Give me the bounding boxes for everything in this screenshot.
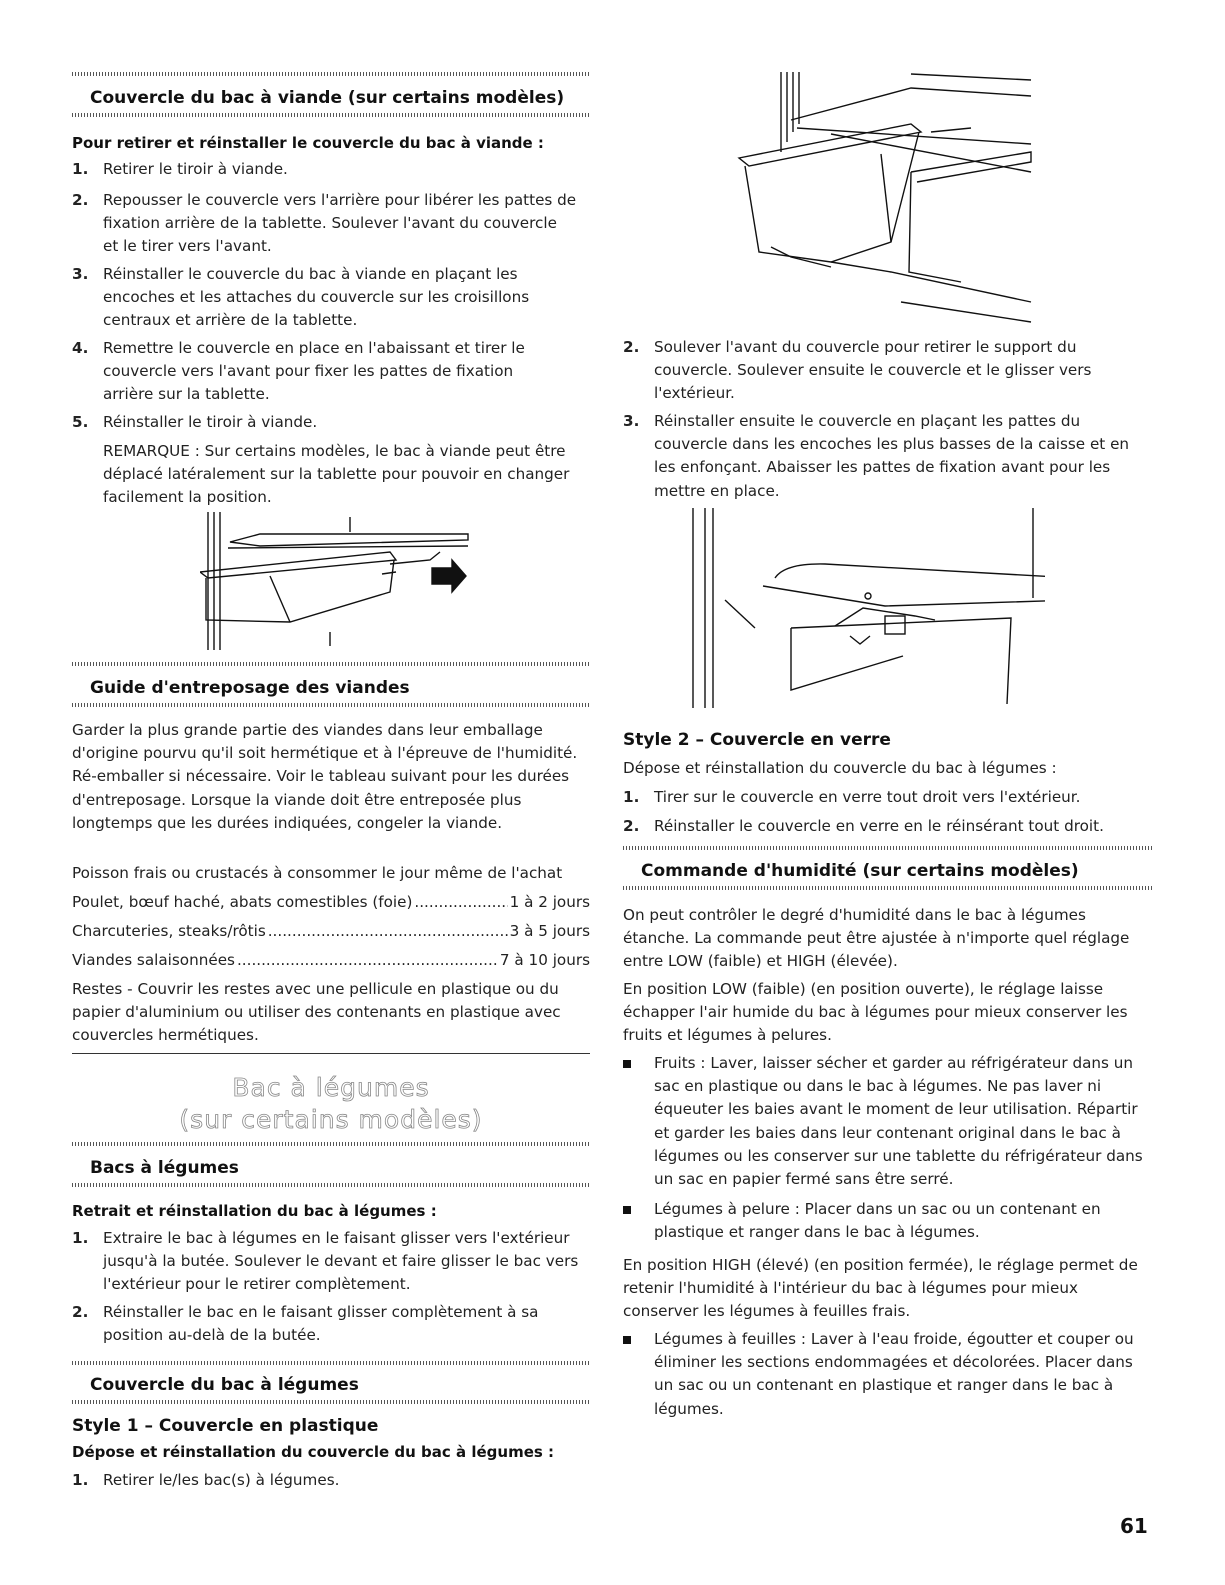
meat-cover-subheading: Pour retirer et réinstaller le couvercle du bac à viande : (72, 134, 544, 152)
table-row: Charcuteries, steaks/rôtis ..... 3 à 5 jours (72, 920, 590, 943)
humidity-paragraph: On peut contrôler le degré d'humidité dans le bac à légumes étanche. La commande peut être ajustée à n'importe quel réglage entre LOW (faible) et HIGH (élevée). (623, 906, 1130, 971)
humidity-paragraph: En position HIGH (élevé) (en position fermée), le réglage permet de retenir l'humidité à l'intérieur du bac à légumes pour mieux conserver les légumes à feuilles frais. (623, 1256, 1138, 1321)
list-item: 2. Repousser le couvercle vers l'arrière pour libérer les pattes de fixation arrière de la tablette. Soulever l'avant du couvercle et le tirer vers l'avant. (72, 191, 577, 256)
fish-note: Poisson frais ou crustacés à consommer le jour même de l'achat (72, 864, 563, 882)
style1-heading: Style 1 – Couvercle en plastique (72, 1416, 379, 1436)
table-row: Viandes salaisonnées ..... 7 à 10 jours (72, 949, 590, 972)
list-item: Légumes à feuilles : Laver à l'eau froide, égoutter et couper ou éliminer les sections endommagées et décolorées. Placer dans un sac ou un contenant en plastique et ranger dans le bac à légumes. (623, 1328, 1153, 1421)
list-item: 1. Extraire le bac à légumes en le faisant glisser vers l'extérieur jusqu'à la butée. Soulever le devant et faire glisser le bac vers l'extérieur pour le retirer complètement. (72, 1229, 579, 1294)
crisper-cover-heading: Couvercle du bac à légumes (90, 1375, 359, 1395)
meat-guide-intro: Garder la plus grande partie des viandes dans leur emballage d'origine pourvu qu'il soit hermétique et à l'épreuve de l'humidité. Ré-emballer si nécessaire. Voir le tableau suivant pour les durées d'entreposage. Lorsque la viande doit être entreposée plus longtemps que les durées indiquées, congeler la viande. (72, 721, 578, 832)
chapter-divider (72, 1053, 590, 1054)
chapter-title-line2: (sur certains modèles) (179, 1105, 483, 1134)
humidity-paragraph: En position LOW (faible) (en position ouverte), le réglage laisse échapper l'air humide du bac à légumes pour mieux conserver les fruits et légumes à pelures. (623, 980, 1128, 1045)
list-item: 1. Retirer le tiroir à viande. (72, 160, 288, 178)
list-item: 5. Réinstaller le tiroir à viande. (72, 413, 318, 431)
humidity-heading: Commande d'humidité (sur certains modèles) (641, 861, 1079, 881)
section-divider (72, 1183, 590, 1187)
list-item: 1. Tirer sur le couvercle en verre tout droit vers l'extérieur. (623, 788, 1081, 806)
meat-cover-heading: Couvercle du bac à viande (sur certains modèles) (90, 88, 565, 108)
table-row: Poulet, bœuf haché, abats comestibles (foie) ..... 1 à 2 jours (72, 891, 590, 914)
meat-guide-heading: Guide d'entreposage des viandes (90, 678, 410, 698)
page-number: 61 (1120, 1514, 1148, 1538)
crisper-heading: Bacs à légumes (90, 1158, 239, 1178)
section-divider (72, 662, 590, 666)
section-divider (623, 846, 1153, 850)
section-divider (72, 1142, 590, 1146)
style1-subheading: Dépose et réinstallation du couvercle du bac à légumes : (72, 1443, 555, 1461)
style2-heading: Style 2 – Couvercle en verre (623, 730, 891, 750)
section-divider (623, 886, 1153, 890)
list-item: 1. Retirer le/les bac(s) à légumes. (72, 1471, 340, 1489)
style2-intro: Dépose et réinstallation du couvercle du bac à légumes : (623, 759, 1057, 777)
list-item: 3. Réinstaller le couvercle du bac à viande en plaçant les encoches et les attaches du couvercle sur les croisillons centraux et arrière de la tablette. (72, 265, 530, 330)
chapter-title-line1: Bac à légumes (232, 1073, 430, 1102)
crisper-subheading: Retrait et réinstallation du bac à légumes : (72, 1202, 437, 1220)
section-divider (72, 703, 590, 707)
meat-drawer-illustration (200, 512, 480, 650)
list-item: 2. Réinstaller le couvercle en verre en le réinsérant tout droit. (623, 817, 1104, 835)
crisper-drawers-illustration (731, 72, 1041, 332)
cover-support-illustration (685, 508, 1045, 712)
section-divider (72, 1361, 590, 1365)
list-item: Légumes à pelure : Placer dans un sac ou un contenant en plastique et ranger dans le bac à légumes. (623, 1198, 1153, 1244)
note: REMARQUE : Sur certains modèles, le bac à viande peut être déplacé latéralement sur la tablette pour pouvoir en changer facilement la position. (103, 442, 570, 507)
list-item: 3. Réinstaller ensuite le couvercle en plaçant les pattes du couvercle dans les encoches les plus basses de la caisse et en les enfonçant. Abaisser les pattes de fixation avant pour les mettre en place. (623, 412, 1130, 500)
section-divider (72, 72, 590, 76)
list-item: 2. Réinstaller le bac en le faisant glisser complètement à sa position au-delà de la butée. (72, 1303, 539, 1345)
section-divider (72, 1400, 590, 1404)
list-item: 2. Soulever l'avant du couvercle pour retirer le support du couvercle. Soulever ensuite le couvercle et le glisser vers l'extérieur. (623, 338, 1092, 403)
list-item: 4. Remettre le couvercle en place en l'abaissant et tirer le couvercle vers l'avant pour fixer les pattes de fixation arrière sur la tablette. (72, 339, 525, 404)
list-item: Fruits : Laver, laisser sécher et garder au réfrigérateur dans un sac en plastique ou dans le bac à légumes. Ne pas laver ni équeuter les baies avant le moment de leur utilisation. Répartir et garder les baies dans leur contenant original dans le bac à légumes ou les conserver sur une tablette du réfrigérateur dans un sac en papier fermé sans être serré. (623, 1052, 1153, 1191)
leftovers-note: Restes - Couvrir les restes avec une pellicule en plastique ou du papier d'aluminium ou utiliser des contenants en plastique avec couvercles hermétiques. (72, 980, 561, 1045)
section-divider (72, 113, 590, 117)
